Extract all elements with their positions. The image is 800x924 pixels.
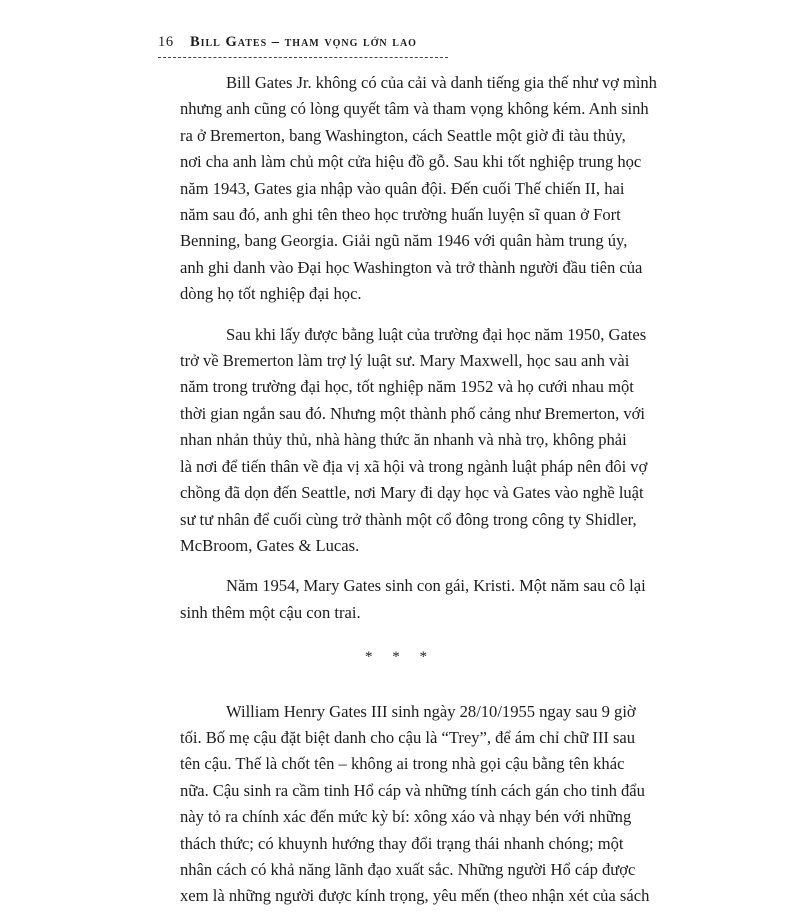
page-body <box>180 70 657 924</box>
text-line: nhưng anh cũng có lòng quyết tâm và tham vọng không kém. Anh sinh <box>180 99 649 119</box>
section-after-separator <box>180 699 650 910</box>
paragraph <box>180 699 650 910</box>
text-line: McBroom, Gates & Lucas. <box>180 535 360 555</box>
text-line: nhan nhản thủy thủ, nhà hàng thức ăn nhanh và nhà trọ, không phải <box>180 430 627 450</box>
text-line: sư tư nhân để cuối cùng trở thành một cổ đông trong công ty Shidler, <box>180 509 637 529</box>
paragraph <box>180 70 657 308</box>
text-line: tối. Bố mẹ cậu đặt biệt danh cho cậu là “Trey”, để ám chỉ chữ III sau <box>180 727 636 747</box>
paragraph <box>180 573 646 626</box>
text-line: Năm 1954, Mary Gates sinh con gái, Kristi. Một năm sau cô lại <box>226 576 646 596</box>
text-line: William Henry Gates III sinh ngày 28/10/1955 ngay sau 9 giờ <box>226 701 636 721</box>
text-line: năm trong trường đại học, tốt nghiệp năm 1952 và họ cưới nhau một <box>180 377 634 397</box>
running-title: Bill Gates – tham vọng lớn lao <box>189 34 417 50</box>
text-line: này tỏ ra chính xác đến mức kỳ bí: xông xáo và nhạy bén với những <box>180 807 632 827</box>
text-line: anh ghi danh vào Đại học Washington và trở thành người đầu tiên của <box>180 257 643 277</box>
section-separator: * * * <box>365 649 435 666</box>
text-line: thách thức; có khuynh hướng thay đổi trạng thái nhanh chóng; một <box>180 833 624 853</box>
text-line: ra ở Bremerton, bang Washington, cách Seattle một giờ đi tàu thủy, <box>180 125 626 145</box>
text-line: sinh thêm một cậu con trai. <box>180 602 361 622</box>
page-number: 16 <box>158 34 174 50</box>
text-line: xem là những người được kính trọng, yêu mến (theo nhận xét của sách <box>180 886 650 906</box>
text-line: nơi cha anh làm chủ một cửa hiệu đồ gỗ. Sau khi tốt nghiệp trung học <box>180 152 642 172</box>
section-before-separator <box>180 70 657 626</box>
paragraph <box>180 322 648 560</box>
text-line: Bill Gates Jr. không có của cải và danh tiếng gia thế như vợ mình <box>226 73 657 92</box>
text-line: dòng họ tốt nghiệp đại học. <box>180 284 362 304</box>
text-line: thời gian ngắn sau đó. Nhưng một thành phố cảng như Bremerton, với <box>180 403 645 423</box>
text-line: là nơi để tiến thân về địa vị xã hội và trong ngành luật pháp nên đôi vợ <box>180 456 648 476</box>
text-line: năm 1943, Gates gia nhập vào quân đội. Đến cuối Thế chiến II, hai <box>180 178 625 198</box>
text-line: nhân cách có khả năng lãnh đạo xuất sắc. Những người Hổ cáp được <box>180 859 636 879</box>
text-line: Sau khi lấy được bằng luật của trường đại học năm 1950, Gates <box>226 324 647 344</box>
text-line: chồng đã dọn đến Seattle, nơi Mary đi dạy học và Gates vào nghề luật <box>180 483 644 503</box>
text-line: Benning, bang Georgia. Giải ngũ năm 1946 với quân hàm trung úy, <box>180 231 628 251</box>
text-line: trở về Bremerton làm trợ lý luật sư. Mary Maxwell, học sau anh vài <box>180 351 630 371</box>
text-line: tên cậu. Thế là chốt tên – không ai trong nhà gọi cậu bằng tên khác <box>180 754 625 774</box>
header-dashed-rule <box>158 57 448 58</box>
text-line: nữa. Cậu sinh ra cầm tinh Hổ cáp và những tính cách gán cho tinh đẩu <box>180 780 645 800</box>
text-line: năm sau đó, anh ghi tên theo học trường huấn luyện sĩ quan ở Fort <box>180 205 621 225</box>
running-header <box>158 34 448 58</box>
